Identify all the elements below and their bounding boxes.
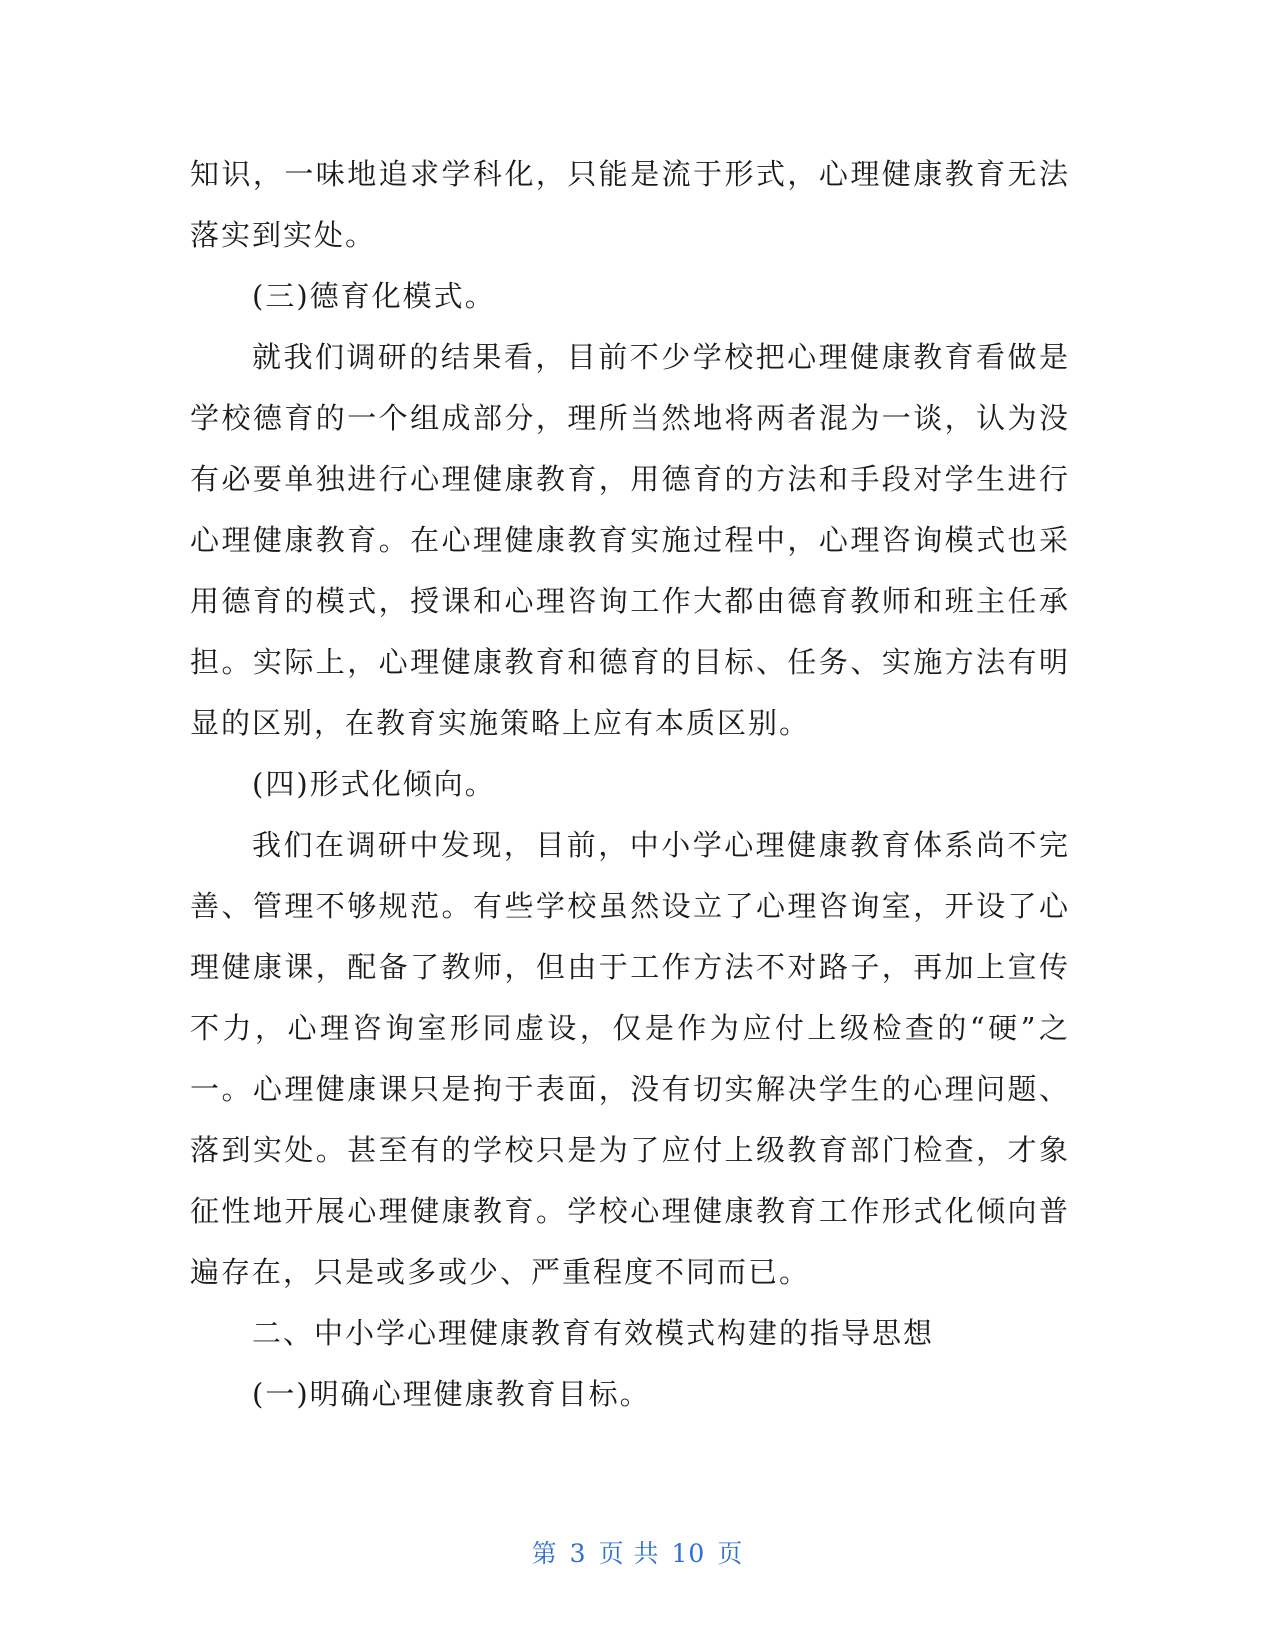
page-footer xyxy=(0,1534,1275,1570)
section-heading: (三)德育化模式。 xyxy=(252,279,496,313)
text-line: 知识，一味地追求学科化，只能是流于形式，心理健康教育无法 xyxy=(190,157,1070,191)
text-line: 遍存在，只是或多或少、严重程度不同而已。 xyxy=(190,1255,811,1289)
text-line: 理健康课，配备了教师，但由于工作方法不对路子，再加上宣传 xyxy=(190,950,1070,984)
text-line: 不力，心理咨询室形同虚设，仅是作为应付上级检查的“硬”之 xyxy=(190,1011,1070,1045)
text-line: 就我们调研的结果看，目前不少学校把心理健康教育看做是 xyxy=(252,340,1070,374)
section-heading: (一)明确心理健康教育目标。 xyxy=(252,1377,651,1411)
footer-label-page: 第 xyxy=(531,1539,558,1568)
body-text xyxy=(190,144,1070,1425)
text-line: 一。心理健康课只是拘于表面，没有切实解决学生的心理问题、 xyxy=(190,1072,1070,1106)
text-line: 征性地开展心理健康教育。学校心理健康教育工作形式化倾向普 xyxy=(190,1194,1070,1228)
text-line: 心理健康教育。在心理健康教育实施过程中，心理咨询模式也采 xyxy=(190,523,1070,557)
total-page-count: 10 xyxy=(671,1539,706,1568)
current-page-number: 3 xyxy=(569,1539,587,1568)
text-line: 落到实处。甚至有的学校只是为了应付上级教育部门检查，才象 xyxy=(190,1133,1070,1167)
text-line: 善、管理不够规范。有些学校虽然设立了心理咨询室，开设了心 xyxy=(190,889,1070,923)
text-line: 学校德育的一个组成部分，理所当然地将两者混为一谈，认为没 xyxy=(190,401,1070,435)
text-line: 有必要单独进行心理健康教育，用德育的方法和手段对学生进行 xyxy=(190,462,1070,496)
text-line: 我们在调研中发现，目前，中小学心理健康教育体系尚不完 xyxy=(252,828,1070,862)
section-heading: (四)形式化倾向。 xyxy=(252,767,496,801)
footer-label-mid: 页 共 xyxy=(598,1539,660,1568)
text-line: 显的区别，在教育实施策略上应有本质区别。 xyxy=(190,706,811,740)
text-line: 担。实际上，心理健康教育和德育的目标、任务、实施方法有明 xyxy=(190,645,1070,679)
section-heading: 二、中小学心理健康教育有效模式构建的指导思想 xyxy=(252,1316,935,1350)
text-line: 用德育的模式，授课和心理咨询工作大都由德育教师和班主任承 xyxy=(190,584,1070,618)
text-line: 落实到实处。 xyxy=(190,218,377,252)
footer-label-end: 页 xyxy=(717,1539,744,1568)
